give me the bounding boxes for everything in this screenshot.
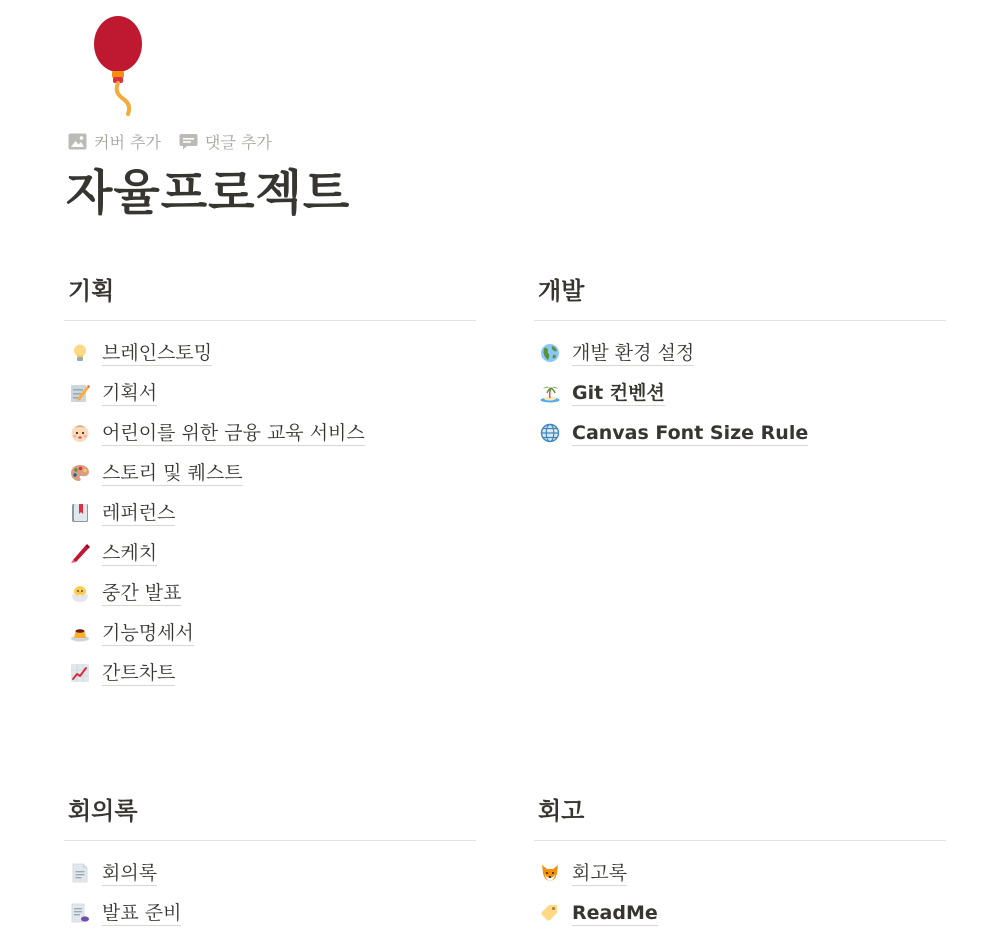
page-link-label: 간트차트	[102, 661, 176, 684]
page-link-gantt-chart[interactable]	[64, 653, 476, 693]
balloon-icon[interactable]	[88, 14, 152, 118]
page-link-label: 스토리 및 퀘스트	[102, 461, 243, 484]
page-link-label: 회고록	[572, 861, 628, 884]
page-link-label: 발표 준비	[102, 901, 182, 924]
meetings-list	[64, 841, 476, 933]
page-link-readme[interactable]	[534, 893, 946, 933]
page-link-references[interactable]	[64, 493, 476, 533]
page-link-label: 브레인스토밍	[102, 341, 213, 364]
page-link-canvas-font-size-rule[interactable]	[534, 413, 946, 453]
bookmark-book-icon	[69, 502, 91, 524]
chart-increasing-icon	[69, 662, 91, 684]
page-link-meeting-notes[interactable]	[64, 853, 476, 893]
page-link-label: 레퍼런스	[102, 501, 176, 524]
page-link-dev-environment[interactable]	[534, 333, 946, 373]
page-facing-up-icon	[69, 862, 91, 884]
page-link-label: 기능명세서	[102, 621, 194, 644]
section-meetings	[64, 796, 476, 933]
page-link-label: 스케치	[102, 541, 158, 564]
add-cover-button[interactable]	[68, 130, 161, 153]
page-with-curl-icon	[69, 902, 91, 924]
page-link-presentation-prep[interactable]	[64, 893, 476, 933]
page-link-label: 기획서	[102, 381, 158, 404]
page-link-label: Canvas Font Size Rule	[572, 421, 809, 444]
retrospective-list	[534, 841, 946, 933]
globe-meridians-icon	[539, 422, 561, 444]
page-link-kids-finance-service[interactable]	[64, 413, 476, 453]
page-link-label: 어린이를 위한 금융 교육 서비스	[102, 421, 365, 444]
image-icon	[68, 133, 87, 150]
section-heading-meetings: 회의록	[64, 796, 476, 841]
page-link-story-quest[interactable]	[64, 453, 476, 493]
section-development	[534, 276, 946, 453]
page-title[interactable]: 자율프로젝트	[66, 165, 351, 221]
label-tag-icon	[539, 902, 561, 924]
page-link-label: 중간 발표	[102, 581, 182, 604]
page-link-sketch[interactable]	[64, 533, 476, 573]
development-list	[534, 321, 946, 453]
planning-list	[64, 321, 476, 693]
page-link-git-convention[interactable]	[534, 373, 946, 413]
page-link-feature-spec[interactable]	[64, 613, 476, 653]
memo-icon	[69, 382, 91, 404]
page-link-retrospective-notes[interactable]	[534, 853, 946, 893]
page-link-label: 회의록	[102, 861, 158, 884]
section-heading-retrospective: 회고	[534, 796, 946, 841]
hatching-chick-icon	[69, 582, 91, 604]
section-retrospective	[534, 796, 946, 933]
page-link-midterm-presentation[interactable]	[64, 573, 476, 613]
page-actions	[68, 130, 272, 153]
add-cover-label: 커버 추가	[94, 133, 161, 152]
section-heading-planning: 기획	[64, 276, 476, 321]
desert-island-icon	[539, 382, 561, 404]
section-heading-development: 개발	[534, 276, 946, 321]
globe-icon	[539, 342, 561, 364]
comment-icon	[179, 133, 198, 150]
page-link-proposal[interactable]	[64, 373, 476, 413]
add-comment-button[interactable]	[179, 130, 272, 153]
page-link-brainstorming[interactable]	[64, 333, 476, 373]
crayon-icon	[69, 542, 91, 564]
artist-palette-icon	[69, 462, 91, 484]
pudding-icon	[69, 622, 91, 644]
fox-icon	[539, 862, 561, 884]
light-bulb-icon	[69, 342, 91, 364]
page-link-label: ReadMe	[572, 901, 658, 924]
page-link-label: 개발 환경 설정	[572, 341, 695, 364]
baby-face-icon	[69, 422, 91, 444]
section-planning	[64, 276, 476, 693]
page-link-label: Git 컨벤션	[572, 381, 665, 404]
add-comment-label: 댓글 추가	[204, 133, 272, 152]
